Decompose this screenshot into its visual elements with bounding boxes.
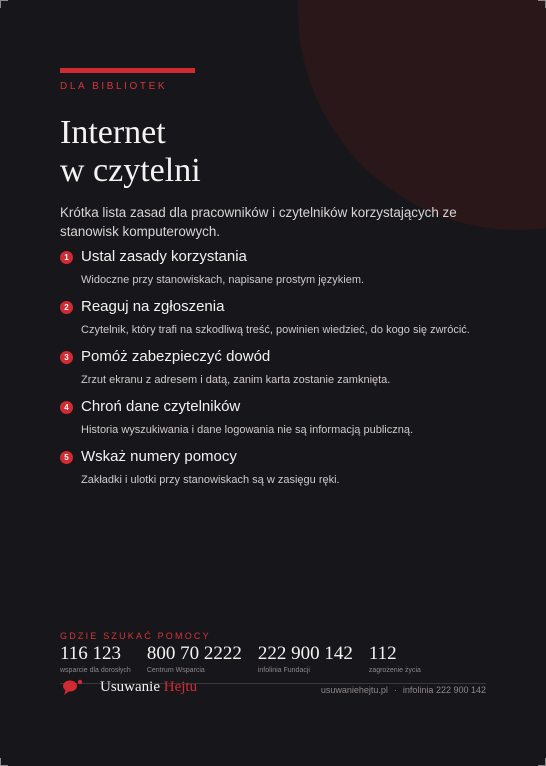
intro-text: Krótka lista zasad dla pracowników i czytelników korzystających ze stanowisk komputerowych.: [60, 205, 457, 239]
footer-contact: [321, 685, 486, 695]
brand-name: [100, 679, 197, 696]
rule-description: Zrzut ekranu z adresem i datą, zanim karta zostanie zamknięta.: [81, 374, 391, 386]
title-line-1: Internet: [60, 114, 166, 151]
help-number-block: [147, 643, 242, 676]
rule-description: Zakładki i ulotki przy stanowiskach są w zasięgu ręki.: [81, 474, 340, 486]
phone-number: 116 123: [60, 643, 122, 664]
rule-number-badge: 4: [60, 401, 73, 414]
phone-number: 222 900 142: [257, 643, 353, 664]
eyebrow-label: DLA BIBLIOTEK: [60, 81, 168, 92]
crop-mark-bottom-left: [0, 758, 8, 766]
page-title: [60, 114, 201, 190]
rule-item: [60, 297, 500, 338]
rule-description: Historia wyszukiwania i dane logowania nie są informacją publiczną.: [81, 424, 414, 436]
rule-title: Reaguj na zgłoszenia: [81, 298, 225, 315]
crop-mark-top-right: [538, 0, 546, 8]
brand-logo: [60, 677, 197, 697]
brand-word-1: Usuwanie: [100, 678, 160, 695]
rule-title: Chroń dane czytelników: [81, 398, 241, 415]
rule-title: Pomóż zabezpieczyć dowód: [81, 348, 271, 365]
help-number-block: [60, 643, 131, 676]
phone-number: 800 70 2222: [146, 643, 242, 664]
phone-number: 112: [368, 643, 397, 664]
crop-mark-bottom-right: [538, 758, 546, 766]
help-numbers: [60, 643, 437, 676]
rule-item: [60, 247, 500, 288]
rules-list: [60, 247, 500, 497]
accent-bar: [60, 68, 195, 73]
rule-description: Czytelnik, który trafi na szkodliwą treść, powinien wiedzieć, do kogo się zwrócić.: [81, 324, 470, 336]
rule-number-badge: 5: [60, 451, 73, 464]
speech-bubble-icon: [60, 677, 84, 697]
help-number-block: [369, 643, 421, 676]
crop-mark-top-left: [0, 0, 8, 8]
decorative-circle: [298, 0, 546, 230]
rule-description: Widoczne przy stanowiskach, napisane prostym językiem.: [81, 274, 365, 286]
phone-number-label: zagrożenie życia: [368, 667, 421, 674]
title-line-2: w czytelni: [60, 152, 201, 189]
rule-item: [60, 347, 500, 388]
help-heading: GDZIE SZUKAĆ POMOCY: [60, 631, 211, 641]
rule-number-badge: 2: [60, 301, 73, 314]
rule-number-badge: 3: [60, 351, 73, 364]
rule-number-badge: 1: [60, 251, 73, 264]
rule-item: [60, 447, 500, 488]
phone-number-label: wsparcie dla dorosłych: [60, 667, 131, 674]
phone-number-label: Centrum Wsparcia: [146, 667, 205, 674]
hotline-text: infolinia 222 900 142: [402, 685, 486, 695]
rule-title: Wskaż numery pomocy: [81, 448, 237, 465]
website-link[interactable]: usuwaniehejtu.pl: [320, 685, 388, 695]
help-number-block: [258, 643, 353, 676]
brand-word-2: Hejtu: [163, 678, 198, 695]
footer-separator: ·: [393, 685, 397, 695]
rule-item: [60, 397, 500, 438]
rule-title: Ustal zasady korzystania: [81, 248, 247, 265]
phone-number-label: infolinia Fundacji: [257, 667, 310, 674]
